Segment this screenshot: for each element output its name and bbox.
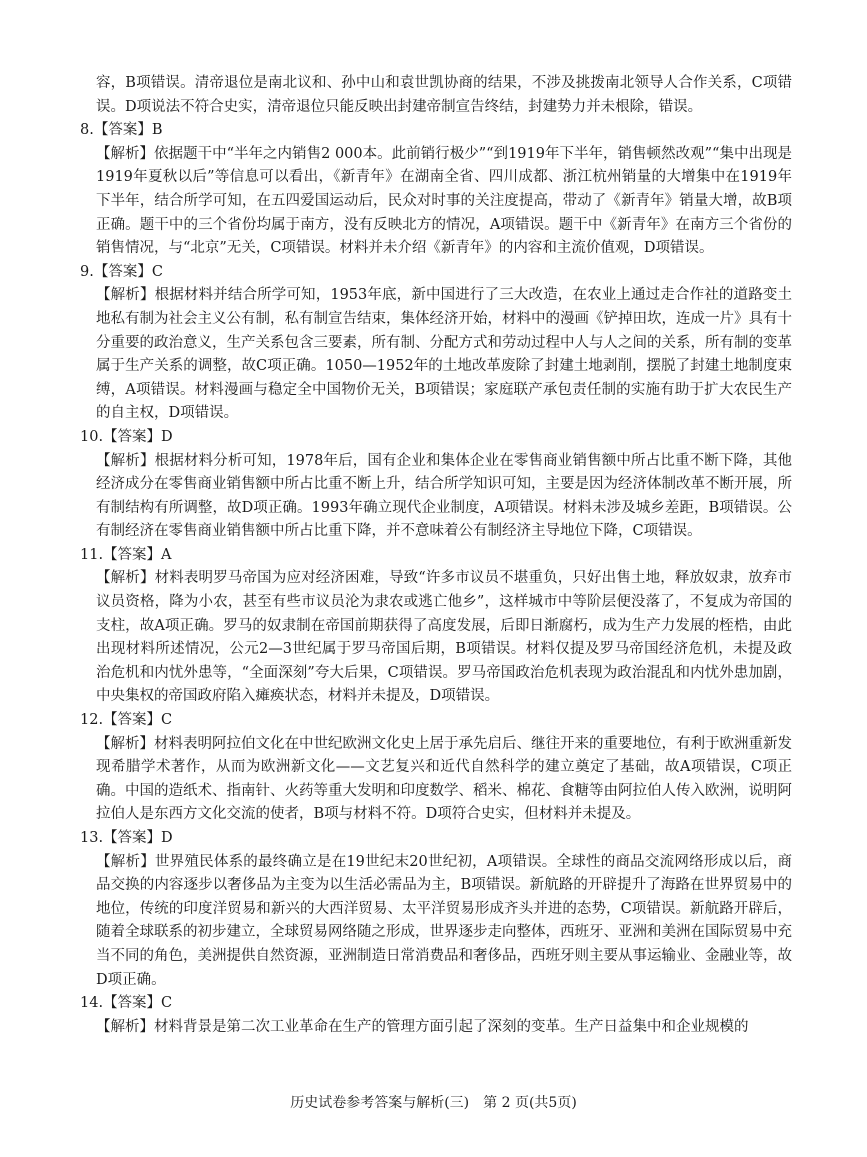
answer-14: 14.【答案】C — [80, 995, 173, 1012]
answer-8: 8.【答案】B — [80, 122, 163, 139]
analysis-13: 【解析】世界殖民体系的最终确立是在19世纪末20世纪初，A项错误。全球性的商品交流网络形成以后，商品交换的内容逐步以奢侈品为主变为以生活必需品为主，B项错误。新航路的开辟提升了海路在世界贸易中的地位，传统的印度洋贸易和新兴的大西洋贸易、太平洋贸易形成齐头并进的态势，C项错误。新航路开辟后，随着全球联系的初步建立，全球贸易网络随之形成，世界逐步走向整体，西班牙、亚洲和美洲在国际贸易中充当不同的角色，美洲提供自然资源，亚洲制造日常消费品和奢侈品，西班牙则主要从事运输业、金融业等，故D项正确。 — [96, 853, 792, 988]
analysis-11: 【解析】材料表明罗马帝国为应对经济困难，导致“许多市议员不堪重负，只好出售土地，释放奴隶，放弃市议员资格，降为小农，甚至有些市议员沦为隶农或逃亡他乡”，这样城市中等阶层便没落了，不复成为帝国的支柱，故A项正确。罗马的奴隶制在帝国前期获得了高度发展，后即日渐腐朽，成为生产力发展的桎梏，由此出现材料所述情况，公元2—3世纪属于罗马帝国后期，B项错误。材料仅提及罗马帝国经济危机，未提及政治危机和内忧外患等，“全面深刻”夸大后果，C项错误。罗马帝国政治危机表现为政治混乱和内忧外患加剧，中央集权的帝国政府陷入瘫痪状态，材料并未提及，D项错误。 — [96, 570, 792, 705]
answer-11: 11.【答案】A — [80, 546, 172, 563]
continuation-paragraph: 容，B项错误。清帝退位是南北议和、孙中山和袁世凯协商的结果，不涉及挑拨南北领导人合作关系，C项错误。D项说法不符合史实，清帝退位只能反映出封建帝制宣告终结，封建势力并未根除，错误。 — [96, 75, 792, 115]
answer-9: 9.【答案】C — [80, 263, 163, 280]
answer-13: 13.【答案】D — [80, 830, 173, 846]
page-footer: 历史试卷参考答案与解析(三) 第 2 页(共5页) — [290, 1095, 577, 1111]
analysis-9: 【解析】根据材料并结合所学可知，1953年底，新中国进行了三大改造，在农业上通过走合作社的道路变土地私有制为社会主义公有制，私有制宣告结束，集体经济开始，材料中的漫画《铲掉田坎，连成一片》具有十分重要的政治意义，生产关系包含三要素，所有制、分配方式和劳动过程中人与人之间的关系，所有制的变革属于生产关系的调整，故C项正确。1050—1952年的土地改革废除了封建土地剥削，摆脱了封建土地制度束缚，A项错误。材料漫画与稳定全中国物价无关，B项错误；家庭联产承包责任制的实施有助于扩大农民生产的自主权，D项错误。 — [96, 287, 792, 422]
analysis-8: 【解析】依据题干中“半年之内销售2 000本。此前销行极少”“到1919年下半年，销售顿然改观”“集中出现是1919年夏秋以后”等信息可以看出，《新青年》在湖南全省、四川成都、浙江杭州销量的大增集中在1919年下半年，结合所学可知，在五四爱国运动后，民众对时事的关注度提高，带动了《新青年》销量大增，故B项正确。题干中的三个省份均属于南方，没有反映北方的情况，A项错误。题干中《新青年》在南方三个省份的销售情况，与“北京”无关，C项错误。材料并未介绍《新青年》的内容和主流价值观，D项错误。 — [96, 145, 792, 257]
analysis-14: 【解析】材料背景是第二次工业革命在生产的管理方面引起了深刻的变革。生产日益集中和企业规模的 — [96, 1018, 749, 1035]
analysis-10: 【解析】根据材料分析可知，1978年后，国有企业和集体企业在零售商业销售额中所占比重不断下降，其他经济成分在零售商业销售额中所占比重不断上升，结合所学知识可知，主要是因为经济体制改革不断开展，所有制结构有所调整，故D项正确。1993年确立现代企业制度，A项错误。材料未涉及城乡差距，B项错误。公有制经济在零售商业销售额中所占比重下降，并不意味着公有制经济主导地位下降，C项错误。 — [96, 452, 792, 540]
answer-10: 10.【答案】D — [80, 428, 173, 445]
answer-content — [80, 72, 792, 1039]
answer-12: 12.【答案】C — [80, 712, 173, 729]
analysis-12: 【解析】材料表明阿拉伯文化在中世纪欧洲文化史上居于承先启后、继往开来的重要地位，有利于欧洲重新发现希腊学术著作，从而为欧洲新文化——文艺复兴和近代自然科学的建立奠定了基础，故A项错误，C项正确。中国的造纸术、指南针、火药等重大发明和印度数学、稻米、棉花、食糖等由阿拉伯人传入欧洲，说明阿拉伯人是东西方文化交流的使者，B项与材料不符。D项符合史实，但材料并未提及。 — [96, 735, 792, 823]
